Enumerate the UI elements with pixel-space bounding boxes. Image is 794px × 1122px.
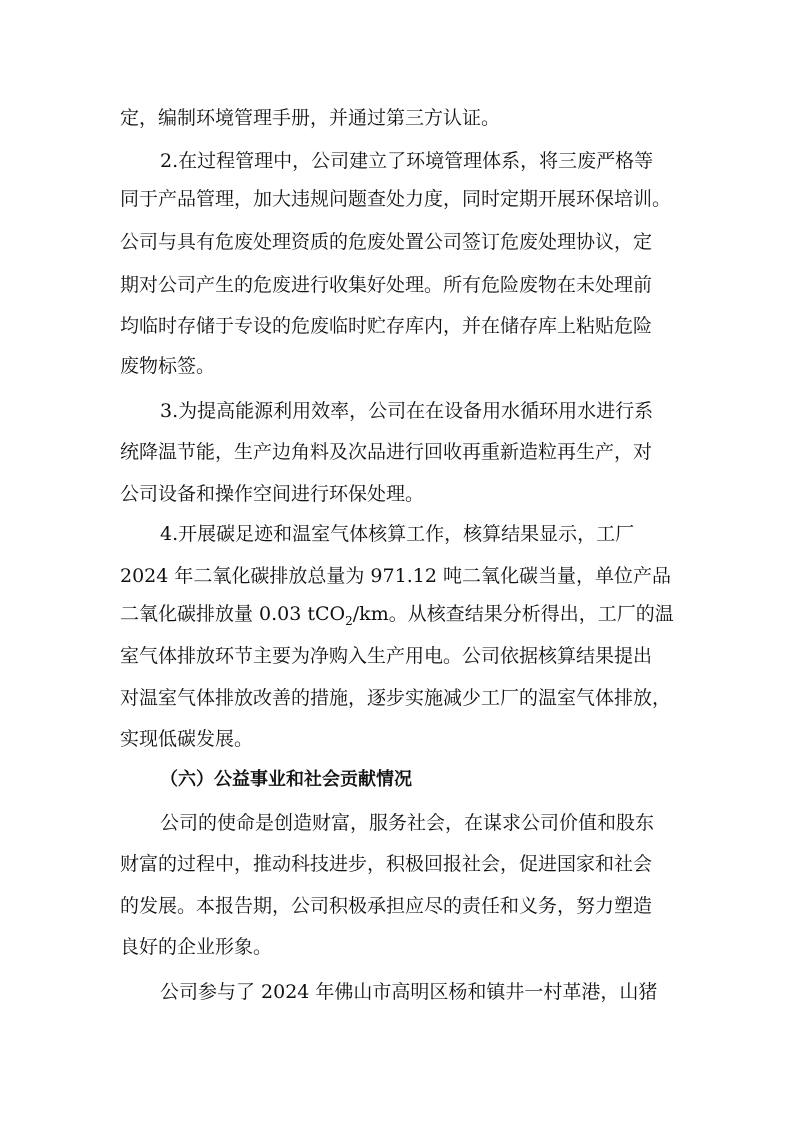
paragraph-line: 4.开展碳足迹和温室气体核算工作，核算结果显示，工厂 — [160, 523, 635, 545]
paragraph-line: 的发展。本报告期，公司积极承担应尽的责任和义务，努力塑造 — [120, 895, 653, 917]
paragraph-line: 同于产品管理，加大违规问题查处力度，同时定期开展环保培训。 — [120, 188, 672, 210]
paragraph-line: 公司设备和操作空间进行环保处理。 — [120, 483, 425, 505]
paragraph-line: 废物标签。 — [120, 355, 216, 377]
paragraph-line: 2024 年二氧化碳排放总量为 971.12 吨二氧化碳当量，单位产品 — [120, 565, 671, 587]
paragraph-line: 定，编制环境管理手册，并通过第三方认证。 — [120, 107, 501, 129]
paragraph-line-with-unit — [120, 600, 680, 628]
paragraph-line: 良好的企业形象。 — [120, 936, 273, 958]
paragraph-line: 均临时存储于专设的危废临时贮存库内，并在储存库上粘贴危险 — [120, 315, 653, 337]
paragraph-line: 室气体排放环节主要为净购入生产用电。公司依据核算结果提出 — [120, 645, 653, 667]
paragraph-line: 财富的过程中，推动科技进步，积极回报社会，促进国家和社会 — [120, 853, 653, 875]
paragraph-line: 3.为提高能源利用效率，公司在在设备用水循环用水进行系 — [160, 400, 654, 422]
paragraph-line: 期对公司产生的危废进行收集好处理。所有危险废物在未处理前 — [120, 274, 653, 296]
paragraph-line: 2.在过程管理中，公司建立了环境管理体系，将三废严格等 — [160, 150, 654, 172]
unit-suffix: /km。 — [352, 603, 408, 625]
paragraph-line: 统降温节能，生产边角料及次品进行回收再重新造粒再生产，对 — [120, 441, 653, 463]
unit-subscript: 2 — [345, 613, 353, 628]
paragraph-line: 实现低碳发展。 — [120, 728, 254, 750]
paragraph-line: 公司的使命是创造财富，服务社会，在谋求公司价值和股东 — [160, 812, 655, 834]
unit-prefix: 二氧化碳排放量 0.03 tCO — [120, 603, 346, 625]
paragraph-line: 公司与具有危废处理资质的危废处置公司签订危废处理协议，定 — [120, 231, 653, 253]
section-heading: （六）公益事业和社会贡献情况 — [160, 769, 412, 790]
paragraph-line: 对温室气体排放改善的措施，逐步实施减少工厂的温室气体排放， — [120, 687, 672, 709]
paragraph-line: 公司参与了 2024 年佛山市高明区杨和镇井一村革港，山猪 — [160, 981, 658, 1003]
unit-line-tail: 从核查结果分析得出，工厂的温 — [407, 603, 674, 625]
